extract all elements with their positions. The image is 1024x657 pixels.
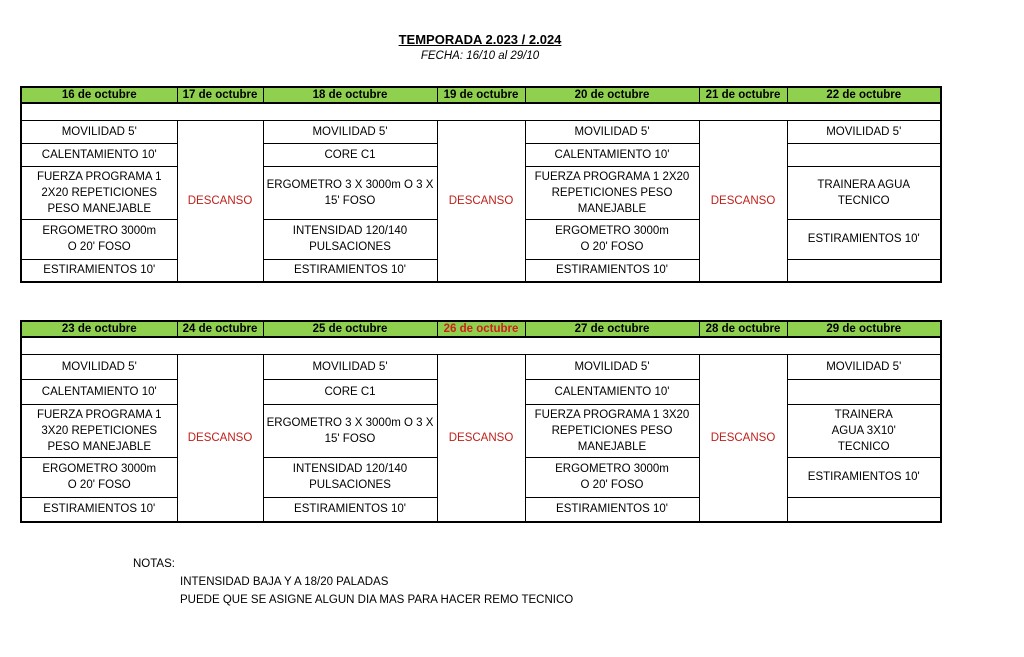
workout-cell: MOVILIDAD 5'	[263, 120, 437, 143]
note-line: INTENSIDAD BAJA Y A 18/20 PALADAS	[180, 576, 389, 588]
notes-label: NOTAS:	[133, 558, 175, 570]
workout-cell: MOVILIDAD 5'	[21, 120, 177, 143]
day-header: 21 de octubre	[699, 87, 787, 103]
rest-cell: DESCANSO	[699, 354, 787, 522]
workout-cell	[787, 143, 941, 166]
workout-cell: CORE C1	[263, 379, 437, 404]
workout-cell: ESTIRAMIENTOS 10'	[263, 259, 437, 282]
workout-cell: CALENTAMIENTO 10'	[21, 143, 177, 166]
workout-cell: MOVILIDAD 5'	[263, 354, 437, 379]
workout-cell: CORE C1	[263, 143, 437, 166]
workout-cell: CALENTAMIENTO 10'	[525, 379, 699, 404]
day-header: 17 de octubre	[177, 87, 263, 103]
workout-cell	[787, 497, 941, 522]
rest-cell: DESCANSO	[437, 354, 525, 522]
day-header: 27 de octubre	[525, 321, 699, 337]
rest-cell: DESCANSO	[177, 120, 263, 282]
workout-cell: ESTIRAMIENTOS 10'	[787, 457, 941, 497]
workout-cell: TRAINERA AGUA TECNICO	[787, 166, 941, 219]
day-header: 20 de octubre	[525, 87, 699, 103]
workout-cell: FUERZA PROGRAMA 1 2X20 REPETICIONES PESO MANEJABLE	[21, 166, 177, 219]
day-header: 24 de octubre	[177, 321, 263, 337]
day-header: 29 de octubre	[787, 321, 941, 337]
table-row	[21, 120, 941, 143]
workout-cell: ERGOMETRO 3000m O 20' FOSO	[525, 219, 699, 259]
workout-cell: ESTIRAMIENTOS 10'	[787, 219, 941, 259]
rest-cell: DESCANSO	[437, 120, 525, 282]
workout-cell: ESTIRAMIENTOS 10'	[21, 497, 177, 522]
workout-cell: CALENTAMIENTO 10'	[21, 379, 177, 404]
workout-cell: ESTIRAMIENTOS 10'	[525, 497, 699, 522]
day-header: 23 de octubre	[21, 321, 177, 337]
day-header: 18 de octubre	[263, 87, 437, 103]
week-table-1	[20, 86, 942, 283]
workout-cell: ESTIRAMIENTOS 10'	[525, 259, 699, 282]
spacer-row	[21, 103, 941, 120]
workout-cell: INTENSIDAD 120/140 PULSACIONES	[263, 219, 437, 259]
workout-cell: ESTIRAMIENTOS 10'	[21, 259, 177, 282]
workout-cell: CALENTAMIENTO 10'	[525, 143, 699, 166]
page-title: TEMPORADA 2.023 / 2.024	[398, 32, 562, 47]
workout-cell	[787, 379, 941, 404]
workout-cell: MOVILIDAD 5'	[787, 354, 941, 379]
workout-cell: MOVILIDAD 5'	[787, 120, 941, 143]
week-table-2	[20, 320, 942, 523]
day-header: 19 de octubre	[437, 87, 525, 103]
day-header-highlighted: 26 de octubre	[437, 321, 525, 337]
workout-cell: FUERZA PROGRAMA 1 2X20 REPETICIONES PESO MANEJABLE	[525, 166, 699, 219]
spacer-row	[21, 337, 941, 354]
workout-cell: ERGOMETRO 3000m O 20' FOSO	[21, 457, 177, 497]
day-header: 16 de octubre	[21, 87, 177, 103]
workout-cell: TRAINERA AGUA 3X10' TECNICO	[787, 404, 941, 457]
rest-cell: DESCANSO	[699, 120, 787, 282]
note-line: PUEDE QUE SE ASIGNE ALGUN DIA MAS PARA HACER REMO TECNICO	[180, 594, 574, 606]
page-subtitle: FECHA: 16/10 al 29/10	[420, 50, 540, 62]
workout-cell: ESTIRAMIENTOS 10'	[263, 497, 437, 522]
workout-cell: ERGOMETRO 3000m O 20' FOSO	[525, 457, 699, 497]
workout-cell: ERGOMETRO 3000m O 20' FOSO	[21, 219, 177, 259]
workout-cell: FUERZA PROGRAMA 1 3X20 REPETICIONES PESO MANEJABLE	[21, 404, 177, 457]
workout-cell: ERGOMETRO 3 X 3000m O 3 X 15' FOSO	[263, 166, 437, 219]
rest-cell: DESCANSO	[177, 354, 263, 522]
table-row	[21, 354, 941, 379]
header-row	[21, 87, 941, 103]
day-header: 28 de octubre	[699, 321, 787, 337]
workout-cell: INTENSIDAD 120/140 PULSACIONES	[263, 457, 437, 497]
day-header: 22 de octubre	[787, 87, 941, 103]
workout-cell: MOVILIDAD 5'	[21, 354, 177, 379]
workout-cell	[787, 259, 941, 282]
header-row	[21, 321, 941, 337]
workout-cell: MOVILIDAD 5'	[525, 354, 699, 379]
workout-cell: ERGOMETRO 3 X 3000m O 3 X 15' FOSO	[263, 404, 437, 457]
day-header: 25 de octubre	[263, 321, 437, 337]
workout-cell: MOVILIDAD 5'	[525, 120, 699, 143]
workout-cell: FUERZA PROGRAMA 1 3X20 REPETICIONES PESO MANEJABLE	[525, 404, 699, 457]
